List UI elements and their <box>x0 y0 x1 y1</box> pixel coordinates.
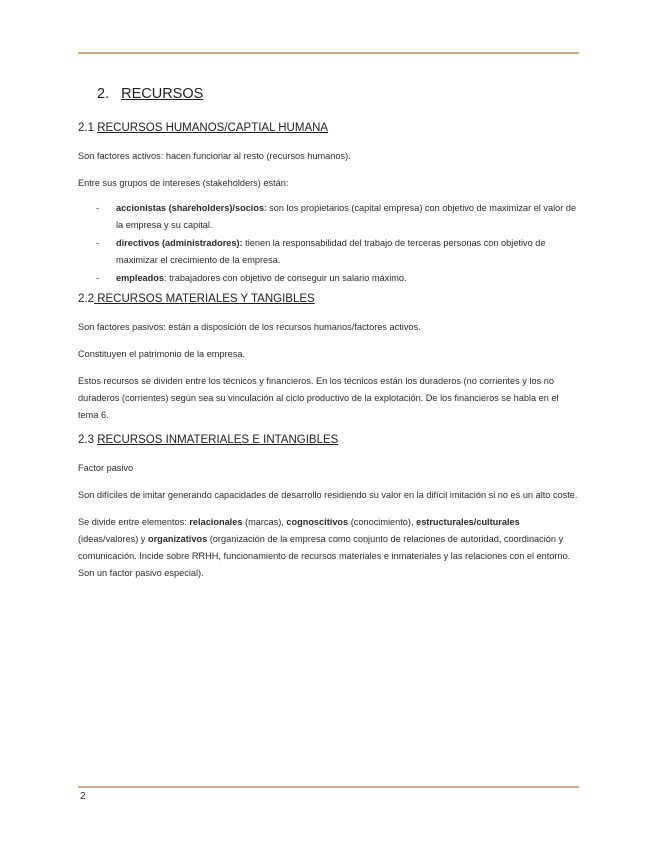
paragraph: Constituyen el patrimonio de la empresa. <box>78 349 245 359</box>
section-number: 2.1 <box>78 122 94 134</box>
term-estructurales: estructurales/culturales <box>416 517 520 527</box>
page-content <box>78 86 579 592</box>
paragraph: Son difíciles de imitar generando capacidades de desarrollo residiendo su valor en la difícil imitación si no es un alto coste. <box>78 490 578 500</box>
text-run: (organización de la empresa como conjunto de relaciones de autoridad, coordinación y comunicación. Incide sobre RRHH, funcionamiento de recursos materiales e inmateriales y las relaciones con el entorno. Son un factor pasivo especial). <box>78 534 571 578</box>
list-item-text: : trabajadores con objetivo de conseguir un salario máximo. <box>164 273 407 283</box>
bullet-dash: - <box>96 273 100 283</box>
section-title <box>94 293 315 305</box>
list-item <box>78 270 579 287</box>
paragraph: Factor pasivo <box>78 463 134 473</box>
term-relacionales: relacionales <box>189 517 243 527</box>
text-run: (ideas/valores) y <box>78 534 148 544</box>
chapter-number: 2. <box>97 86 110 102</box>
text-run: Se divide entre elementos: <box>78 517 190 527</box>
list-item-text: : son los propietarios (capital empresa) con objetivo de maximizar el valor de la empresa y su capital. <box>116 203 577 230</box>
term-cognoscitivos: cognoscitivos <box>286 517 349 527</box>
bullet-dash: - <box>96 238 100 248</box>
section-number: 2.3 <box>78 434 94 446</box>
section-title-text: RECURSOS MATERIALES Y TANGIBLES <box>97 293 315 305</box>
bullet-dash: - <box>96 203 100 213</box>
list-item-text: tienen la responsabilidad del trabajo de terceras personas con objetivo de maximizar el crecimiento de la empresa. <box>116 238 546 265</box>
section-heading-2-2 <box>78 293 579 305</box>
section-title: RECURSOS HUMANOS/CAPTIAL HUMANA <box>97 122 329 134</box>
footer-rule <box>78 786 579 788</box>
stakeholder-list <box>78 200 579 287</box>
section-heading-2-3 <box>78 434 579 446</box>
list-item-term: accionistas (shareholders)/socios <box>116 203 265 213</box>
header-rule <box>78 52 579 54</box>
paragraph: Son factores pasivos: están a disposición de los recursos humanos/factores activos. <box>78 322 421 332</box>
text-run: (conocimiento), <box>348 517 417 527</box>
term-organizativos: organizativos <box>147 534 208 544</box>
page-number: 2 <box>80 791 86 802</box>
list-item <box>78 200 579 234</box>
paragraph-elements <box>78 514 579 582</box>
chapter-title: RECURSOS <box>121 86 204 102</box>
section-title: RECURSOS INMATERIALES E INTANGIBLES <box>97 434 339 446</box>
text-run: (marcas), <box>242 517 287 527</box>
section-heading-2-1 <box>78 122 579 134</box>
paragraph: Son factores activos: hacen funcionar al resto (recursos humanos). <box>78 151 351 161</box>
paragraph: Entre sus grupos de intereses (stakeholders) están: <box>78 178 289 188</box>
list-item-term: empleados <box>116 273 164 283</box>
list-item-term: directivos (administradores): <box>116 238 243 248</box>
list-item <box>78 235 579 269</box>
chapter-heading <box>97 86 579 102</box>
section-number: 2.2 <box>78 293 94 305</box>
paragraph: Estos recursos se dividen entre los técnicos y financieros. En los técnicos están los duraderos (no corrientes y los no duraderos (corrientes) según sea su vinculación al ciclo productivo de la explotación. De los financieros se habla en el tema 6. <box>78 376 559 420</box>
